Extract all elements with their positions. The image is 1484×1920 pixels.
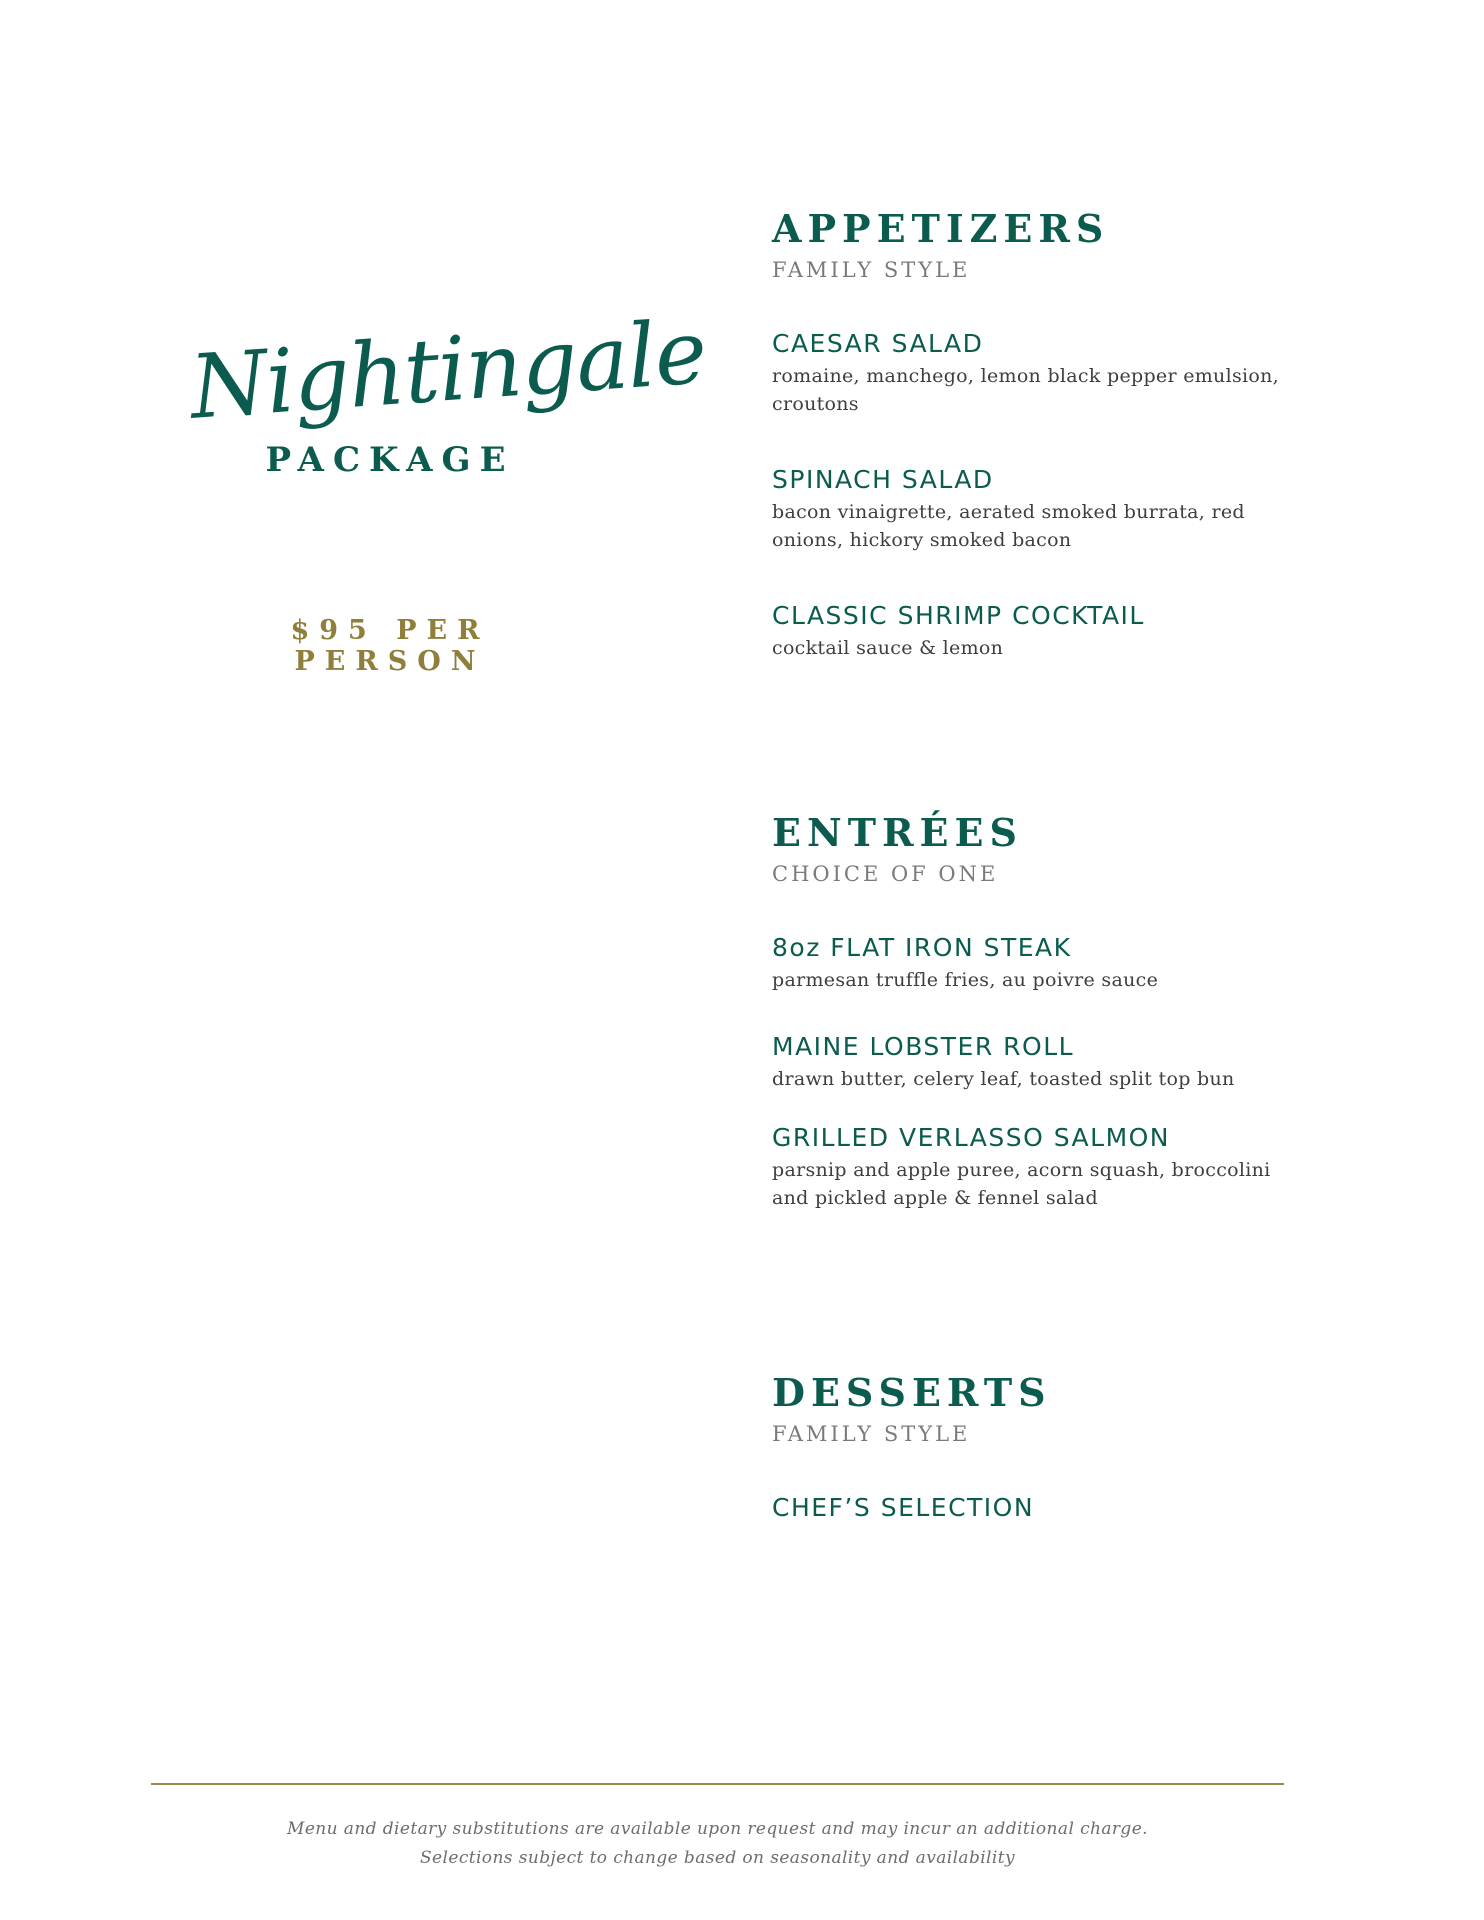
item-name: GRILLED VERLASSO SALMON <box>772 1122 1171 1152</box>
section-subtitle: FAMILY STYLE <box>772 1421 971 1446</box>
item-name: SPINACH SALAD <box>772 464 994 494</box>
section-title: ENTRÉES <box>772 810 1023 855</box>
section-appetizers <box>772 208 1332 662</box>
section-title: DESSERTS <box>772 1370 1052 1415</box>
section-subtitle: CHOICE OF ONE <box>772 861 999 886</box>
package-header <box>186 300 710 480</box>
item-description <box>772 362 1332 418</box>
package-label: PACKAGE <box>265 440 515 480</box>
item-name: 8oz FLAT IRON STEAK <box>772 932 1072 962</box>
section-desserts <box>772 1372 1332 1523</box>
desc-line: drawn butter, celery leaf, toasted split top bun <box>772 1067 1235 1090</box>
section-entrees <box>772 812 1332 1212</box>
footer-divider <box>151 1783 1284 1785</box>
price-per-person: $95 PER PERSON <box>290 615 490 677</box>
item-description <box>772 498 1332 554</box>
footer-note <box>151 1815 1284 1873</box>
desc-line: parmesan truffle fries, au poivre sauce <box>772 968 1159 991</box>
footer-line: Menu and dietary substitutions are available upon request and may incur an additional charge. <box>287 1819 1148 1839</box>
desc-line: cocktail sauce & lemon <box>772 636 1004 659</box>
menu-item <box>772 329 1332 418</box>
desc-line: parsnip and apple puree, acorn squash, broccolini <box>772 1158 1271 1181</box>
package-script-title: Nightingale <box>186 300 710 439</box>
item-description <box>772 1156 1332 1212</box>
item-description <box>772 634 1332 662</box>
menu-item <box>772 465 1332 554</box>
menu-item <box>772 1032 1332 1093</box>
item-name: MAINE LOBSTER ROLL <box>772 1031 1075 1061</box>
item-description <box>772 1065 1332 1093</box>
item-name: CHEF’S SELECTION <box>772 1492 1035 1522</box>
footer-line: Selections subject to change based on seasonality and availability <box>420 1848 1015 1868</box>
section-title: APPETIZERS <box>772 206 1110 251</box>
desc-line: and pickled apple & fennel salad <box>772 1186 1099 1209</box>
menu-item <box>772 1123 1332 1212</box>
menu-item <box>772 1493 1332 1523</box>
desc-line: bacon vinaigrette, aerated smoked burrata, red <box>772 500 1245 523</box>
desc-line: romaine, manchego, lemon black pepper emulsion, <box>772 364 1280 387</box>
item-description <box>772 966 1332 994</box>
desc-line: onions, hickory smoked bacon <box>772 528 1072 551</box>
section-subtitle: FAMILY STYLE <box>772 257 971 282</box>
menu-item <box>772 601 1332 662</box>
desc-line: croutons <box>772 392 859 415</box>
menu-item <box>772 933 1332 994</box>
item-name: CAESAR SALAD <box>772 328 984 358</box>
item-name: CLASSIC SHRIMP COCKTAIL <box>772 600 1145 630</box>
